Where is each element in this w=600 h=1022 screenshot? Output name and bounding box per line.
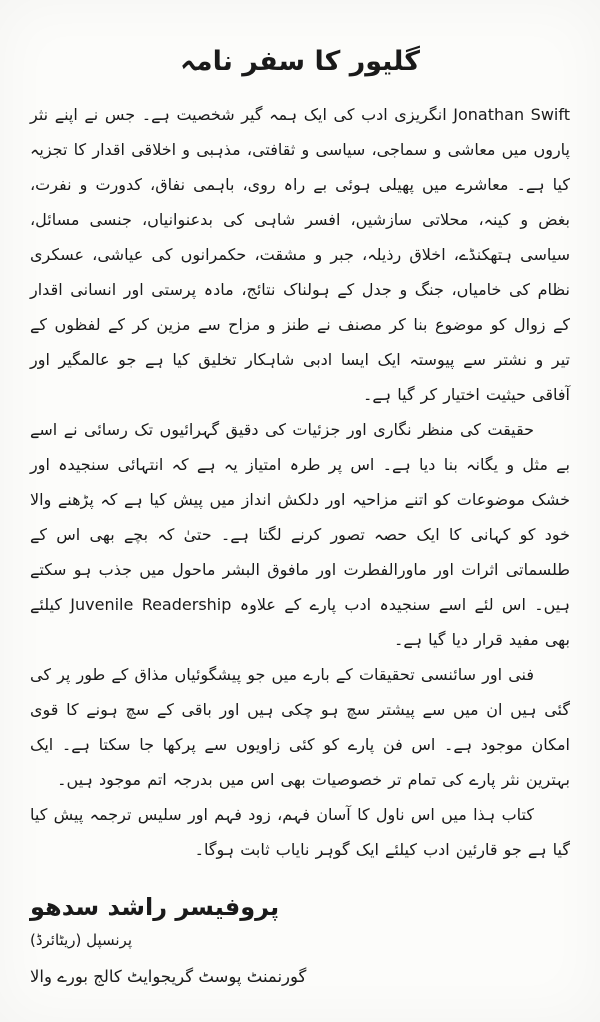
author-name: پروفیسر راشد سدھو — [30, 893, 280, 921]
author-role: پرنسپل (ریٹائرڈ) — [30, 931, 133, 949]
paragraph-realism: حقیقت کی منظر نگاری اور جزئیات کی دقیق گہرائیوں تک رسائی نے اسے بے مثل و یگانہ بنا دیا ہے۔ اس پر طرہ امتیاز یہ ہے کہ انتہائی سنجیدہ اور خشک موضوعات کو اتنے مزاحیہ اور دلکش انداز میں پیش کیا ہے کہ پڑھنے والا خود کو کہانی کا ایک حصہ تصور کرنے لگتا ہے۔ حتیٰ کہ بچے بھی اس کے طلسماتی اثرات اور ماورالفطرت اور مافوق البشر ماحول میں جذب ہو سکتے ہیں۔ اس لئے اسے سنجیدہ ادب پارے کے علاوہ Juvenile Readership کیلئے بھی مفید قرار دیا گیا ہے۔ — [30, 420, 570, 649]
preface-text — [30, 97, 570, 867]
paragraph-translation-note: کتاب ہذا میں اس ناول کا آسان فہم، زود فہم اور سلیس ترجمہ پیش کیا گیا ہے جو قارئین ادب کیلئے ایک گوہر نایاب ثابت ہوگا۔ — [30, 805, 570, 859]
page-title: گلیور کا سفر نامہ — [180, 46, 420, 77]
author-institution: گورنمنٹ پوسٹ گریجوایٹ کالج بورے والا — [30, 967, 307, 986]
paragraph-introduction: Jonathan Swift انگریزی ادب کی ایک ہمہ گیر شخصیت ہے۔ جس نے اپنے نثر پاروں میں معاشی و سماجی، سیاسی و ثقافتی، مذہبی و اخلاقی اقدار کا تجزیہ کیا ہے۔ معاشرے میں پھیلی ہوئی بے راہ روی، باہمی نفاق، کدورت و نفرت، بغض و کینہ، محلاتی سازشیں، افسر شاہی کی بدعنوانیاں، جنسی مسائل، سیاسی ہتھکنڈے، اخلاق رذیلہ، جبر و مشقت، حکمرانوں کی عیاشی، عسکری نظام کی خامیاں، جنگ و جدل کے ہولناک نتائج، مادہ پرستی اور انسانی اقدار کے زوال کو موضوع بنا کر مصنف نے طنز و مزاح سے مزین کر کے لفظوں کے تیر و نشتر سے پیوستہ ایک ایسا ادبی شاہکار تخلیق کیا ہے جو عالمگیر اور آفاقی حیثیت اختیار کر گیا ہے۔ — [30, 105, 570, 404]
paragraph-predictions: فنی اور سائنسی تحقیقات کے بارے میں جو پیشگوئیاں مذاق کے طور پر کی گئی ہیں ان میں سے پیشتر سچ ہو چکی ہیں اور باقی کے سچ ہونے کا قوی امکان موجود ہے۔ اس فن پارے کو کئی زاویوں سے پرکھا جا سکتا ہے۔ ایک بہترین نثر پارے کی تمام تر خصوصیات بھی اس میں بدرجہ اتم موجود ہیں۔ — [30, 665, 570, 789]
signature-block — [30, 893, 570, 986]
